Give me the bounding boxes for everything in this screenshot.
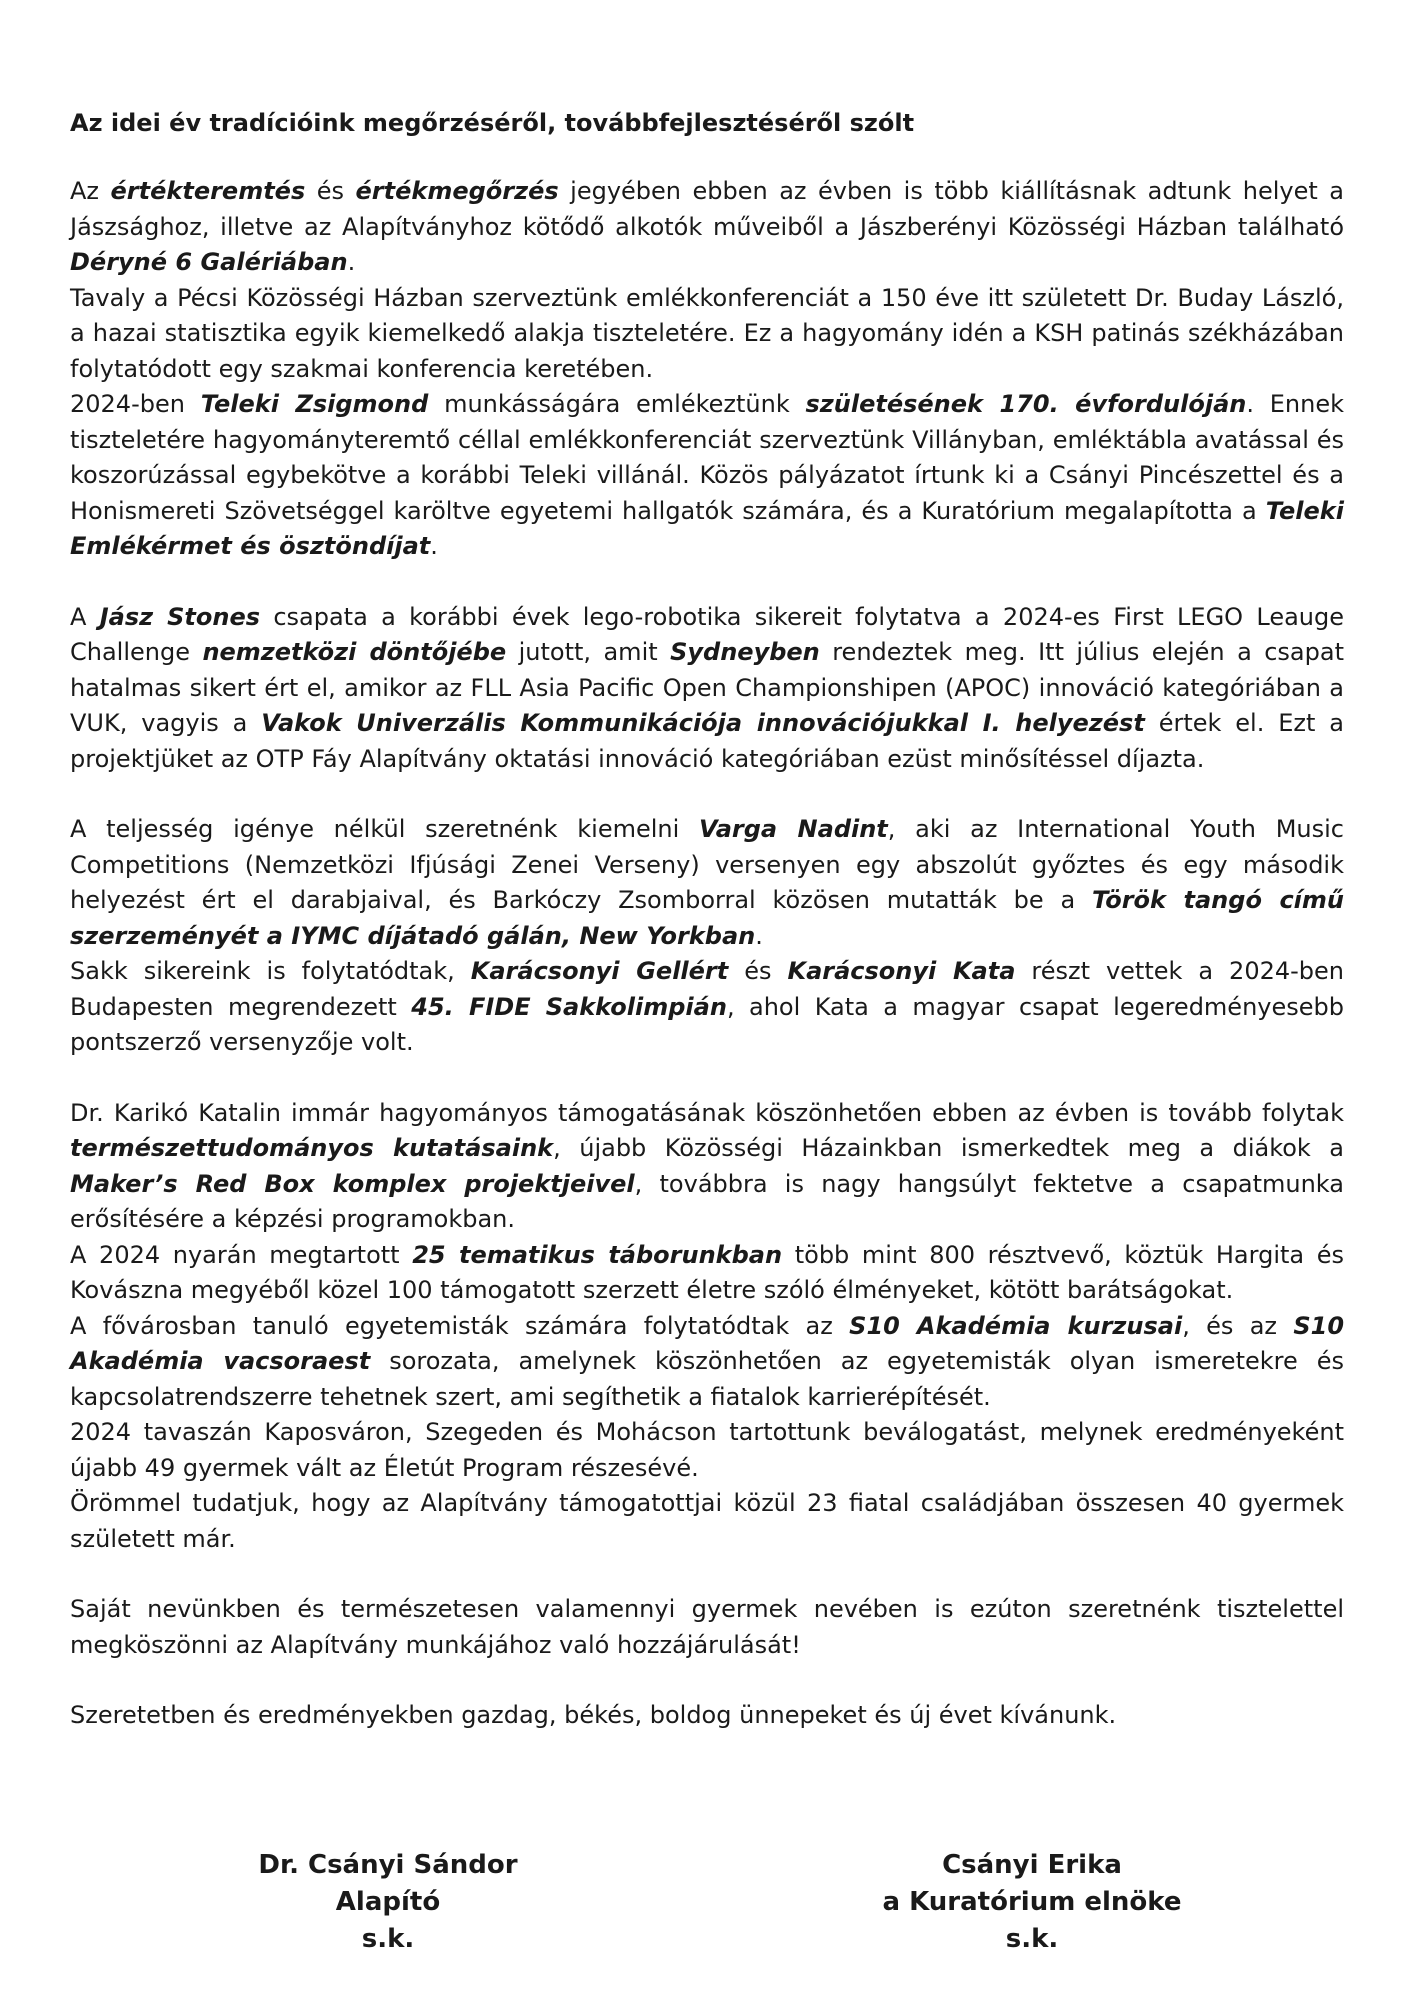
- paragraph-text: A fővárosban tanuló egyetemisták számára folytatódtak az: [70, 1311, 850, 1340]
- signer-sk: s.k.: [361, 1924, 415, 1954]
- emphasis-text: természettudományos kutatásaink: [70, 1134, 554, 1162]
- signature-block: [0, 1847, 1414, 1977]
- paragraph-text: 2024-ben: [70, 390, 201, 418]
- signature-left: [158, 1847, 618, 1958]
- paragraph-text: , ahol Kata a magyar csapat legeredményesebb pontszerző versenyzője volt.: [70, 992, 1344, 1056]
- paragraph-text: értek el. Ezt a projektjüket az OTP Fáy Alapítvány oktatási innováció kategóriában ezüst minősítéssel díjazta.: [70, 709, 1344, 773]
- paragraph: [70, 1415, 1344, 1486]
- signer-name: Csányi Erika: [942, 1850, 1122, 1880]
- paragraph-text: A: [70, 602, 100, 631]
- emphasis-text: Maker’s Red Box komplex projektjeivel: [70, 1169, 635, 1198]
- paragraph: [70, 1486, 1344, 1557]
- paragraph: [70, 954, 1344, 1061]
- paragraph-text: csapata a korábbi évek lego-robotika sikereit folytatva a 2024-es First LEGO Leauge Challenge: [70, 602, 1345, 666]
- signer-name: Dr. Csányi Sándor: [258, 1850, 518, 1880]
- emphasis-text: Teleki Emlékérmet és ösztöndíjat: [70, 496, 1344, 560]
- paragraph-text: Szeretetben és eredményekben gazdag, békés, boldog ünnepeket és új évet kívánunk.: [70, 1701, 1117, 1729]
- paragraph-text: jutott, amit: [506, 638, 671, 666]
- paragraph: [70, 600, 1344, 778]
- signer-role: Alapító: [335, 1887, 441, 1917]
- paragraph-text: Tavaly a Pécsi Közösségi Házban szerveztünk emlékkonferenciát a 150 éve itt született Dr. Buday László, a hazai statisztika egyik kiemelkedő alakja tiszteletére. Ez a hagyomány idén a KSH patinás székházában folytatódott egy szakmai konferencia keretében.: [70, 283, 1344, 383]
- paragraph-text: , és az: [1182, 1311, 1294, 1340]
- paragraph-text: , aki az International Youth Music Competitions (Nemzetközi Ifjúsági Zenei Verseny) versenyen egy abszolút győztes és egy második helyezést ért el darabjaival, és Barkóczy Zsomborral közösen mutatták be a: [70, 815, 1345, 914]
- paragraph: [70, 1592, 1344, 1663]
- paragraph: [70, 1698, 1344, 1734]
- emphasis-text: Jász Stones: [99, 602, 261, 631]
- paragraph-text: Az: [70, 177, 111, 205]
- paragraph: [70, 174, 1344, 281]
- paragraph-list: [70, 174, 1344, 1734]
- paragraph: [70, 387, 1344, 565]
- emphasis-text: Török tangó című szerzeményét a IYMC díjátadó gálán, New Yorkban: [70, 886, 1344, 950]
- paragraph-text: sorozata, amelynek köszönhetően az egyetemisták olyan ismeretekre és kapcsolatrendszerre tehetnek szert, ami segíthetik a fiatalok karrierépítését.: [70, 1347, 1344, 1411]
- signer-role: a Kuratórium elnöke: [882, 1887, 1182, 1917]
- emphasis-text: nemzetközi döntőjébe: [202, 638, 507, 666]
- paragraph-text: jegyében ebben az évben is több kiállításnak adtunk helyet a Jászsághoz, illetve az Alapítványhoz kötődő alkotók műveiből a Jászberényi Közösségi Házban található: [70, 177, 1344, 241]
- paragraph-text: .: [430, 532, 438, 560]
- paragraph-text: .: [755, 921, 763, 950]
- emphasis-text: Sydneyben: [670, 638, 820, 666]
- paragraph-text: munkásságára emlékeztünk: [428, 390, 806, 418]
- emphasis-text: Karácsonyi Kata: [787, 957, 1016, 985]
- emphasis-text: S10 Akadémia vacsoraest: [70, 1311, 1345, 1375]
- emphasis-text: Vakok Univerzális Kommunikációja innovációjukkal I. helyezést: [261, 709, 1145, 737]
- paragraph-text: , továbbra is nagy hangsúlyt fektetve a csapatmunka erősítésére a képzési programokban.: [70, 1169, 1344, 1233]
- paragraph-text: és: [728, 957, 788, 985]
- paragraph-text: 2024 tavaszán Kaposváron, Szegeden és Mohácson tartottunk beválogatást, melynek eredményeként újabb 49 gyermek vált az Életút Program részesévé.: [70, 1418, 1344, 1482]
- letter-heading: Az idei év tradícióink megőrzéséről, továbbfejlesztéséről szólt: [70, 109, 915, 137]
- emphasis-text: Varga Nadint: [698, 815, 888, 843]
- paragraph-text: , újabb Közösségi Házainkban ismerkedtek meg a diákok a: [553, 1134, 1344, 1162]
- emphasis-text: Teleki Zsigmond: [200, 390, 429, 418]
- paragraph-text: A 2024 nyarán megtartott: [70, 1240, 413, 1269]
- paragraph: [70, 281, 1344, 388]
- paragraph-text: több mint 800 résztvevő, köztük Hargita és Kovászna megyéből közel 100 támogatott szerzett életre szóló élményeket, kötött barátságokat.: [70, 1240, 1345, 1304]
- paragraph: [70, 1096, 1344, 1238]
- emphasis-text: Karácsonyi Gellért: [470, 957, 729, 985]
- signer-sk: s.k.: [1005, 1924, 1059, 1954]
- paragraph: [70, 1309, 1344, 1416]
- emphasis-text: 25 tematikus táborunkban: [412, 1240, 783, 1269]
- letter-body: [70, 106, 1344, 1734]
- emphasis-text: S10 Akadémia kurzusai: [849, 1311, 1183, 1340]
- paragraph-text: Saját nevünkben és természetesen valamennyi gyermek nevében is ezúton szeretnénk tisztelettel megköszönni az Alapítvány munkájához való hozzájárulását!: [70, 1595, 1344, 1659]
- paragraph-text: . Ennek tiszteletére hagyományteremtő céllal emlékkonferenciát szerveztünk Villányban, emléktábla avatással és koszorúzással egybekötve a korábbi Teleki villánál. Közös pályázatot írtunk ki a Csányi Pincészettel és a Honismereti Szövetséggel karöltve egyetemi hallgatók számára, és a Kuratórium megalapította a: [70, 390, 1344, 525]
- paragraph-text: és: [305, 177, 356, 205]
- paragraph-text: részt vettek a 2024-ben Budapesten megrendezett: [70, 957, 1345, 1021]
- paragraph-text: A teljesség igénye nélkül szeretnénk kiemelni: [70, 815, 699, 843]
- emphasis-text: születésének 170. évfordulóján: [805, 390, 1247, 418]
- signature-right: [802, 1847, 1262, 1958]
- paragraph: [70, 1238, 1344, 1309]
- emphasis-text: Déryné 6 Galériában: [70, 248, 348, 276]
- paragraph-text: Dr. Karikó Katalin immár hagyományos támogatásának köszönhetően ebben az évben is tovább folytak: [70, 1098, 1344, 1127]
- emphasis-text: értékmegőrzés: [355, 177, 559, 205]
- emphasis-text: értékteremtés: [110, 177, 306, 205]
- emphasis-text: 45. FIDE Sakkolimpián: [411, 992, 727, 1021]
- paragraph-text: Örömmel tudatjuk, hogy az Alapítvány támogatottjai közül 23 fiatal családjában összesen 40 gyermek született már.: [70, 1489, 1344, 1553]
- paragraph-text: .: [347, 248, 356, 276]
- paragraph-text: rendeztek meg. Itt július elején a csapat hatalmas sikert ért el, amikor az FLL Asia Pacific Open Championshipen (APOC) innováció kategóriában a VUK, vagyis a: [70, 638, 1344, 737]
- paragraph-text: Sakk sikereink is folytatódtak,: [70, 957, 471, 985]
- paragraph: [70, 812, 1344, 954]
